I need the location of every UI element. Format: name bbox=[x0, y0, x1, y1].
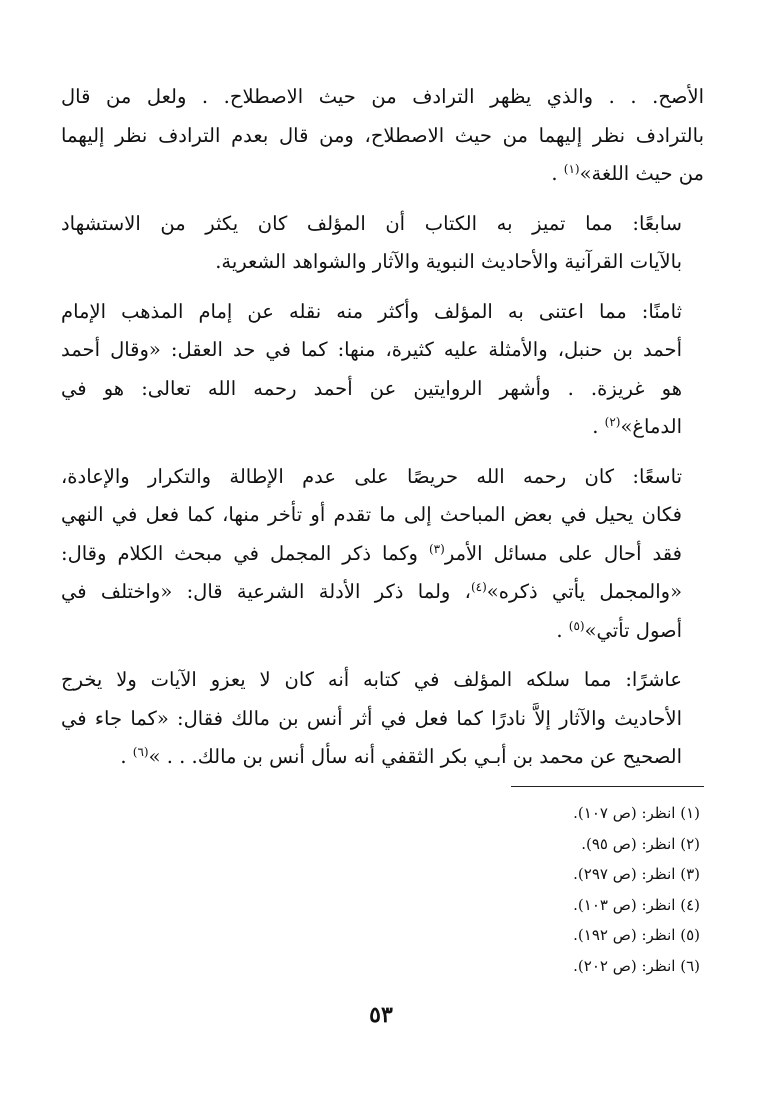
text-line bbox=[61, 573, 704, 612]
text-line: سابعًا: مما تميز به الكتاب أن المؤلف كان يكثر من الاستشهاد bbox=[61, 211, 682, 235]
text-line: الأصح. . . والذي يظهر الترادف من حيث الاصطلاح. . ولعل من قال bbox=[61, 85, 704, 108]
text-fragment: الصحيح عن محمد بن أبـي بكر الثقفي أنه سأل أنس بن مالك. . . » bbox=[148, 745, 682, 768]
text-line: بالترادف نظر إليهما من حيث الاصطلاح، ومن قال بعدم الترادف نظر إليهما bbox=[61, 123, 704, 147]
text-fragment: «والمجمل يأتي ذكره» bbox=[486, 580, 682, 603]
text-line bbox=[61, 612, 704, 651]
paragraph-3 bbox=[61, 293, 704, 447]
footnote-ref: (٢) bbox=[604, 415, 621, 429]
text-line bbox=[61, 535, 704, 574]
text-line: تاسعًا: كان رحمه الله حريصًا على عدم الإطالة والتكرار والإعادة، bbox=[61, 464, 682, 488]
main-text bbox=[61, 78, 704, 788]
paragraph-5 bbox=[61, 661, 704, 777]
footnote: (٥) انظر: (ص ١٩٢). bbox=[573, 926, 700, 944]
text-fragment: . bbox=[592, 415, 599, 438]
text-fragment: . bbox=[556, 618, 563, 642]
paragraph-4 bbox=[61, 458, 704, 651]
text-fragment: وكما ذكر المجمل في مبحث الكلام وقال: bbox=[61, 541, 418, 565]
footnotes bbox=[400, 798, 700, 981]
text-line: عاشرًا: مما سلكه المؤلف في كتابه أنه كان لا يعزو الآيات ولا يخرج bbox=[61, 668, 682, 691]
text-fragment: أصول تأتي» bbox=[584, 618, 682, 642]
footnote-ref: (٣) bbox=[428, 541, 445, 556]
text-fragment: من حيث اللغة» bbox=[579, 162, 704, 185]
text-fragment: ، ولما ذكر الأدلة الشرعية قال: «واختلف في bbox=[61, 580, 471, 603]
text-line: ثامنًا: مما اعتنى به المؤلف وأكثر منه نقله عن إمام المذهب الإمام bbox=[61, 299, 682, 323]
text-fragment: . bbox=[120, 745, 127, 768]
text-line: بالآيات القرآنية والأحاديث النبوية والآثار والشواهد الشعرية. bbox=[215, 250, 682, 273]
footnote-ref: (٤) bbox=[470, 580, 487, 594]
footnote-ref: (٥) bbox=[568, 618, 585, 633]
footnote: (٣) انظر: (ص ٢٩٧). bbox=[573, 865, 700, 883]
text-line: أحمد بن حنبل، والأمثلة عليه كثيرة، منها: كما في حد العقل: «وقال أحمد bbox=[61, 338, 682, 361]
text-line: الأحاديث والآثار إلاَّ نادرًا كما فعل في أثر أنس بن مالك فقال: «كما جاء في bbox=[61, 706, 682, 730]
footnote: (٢) انظر: (ص ٩٥). bbox=[581, 834, 700, 853]
footnote-ref: (١) bbox=[563, 162, 580, 176]
page-number: ٥٣ bbox=[369, 1002, 393, 1028]
paragraph-1 bbox=[61, 78, 704, 194]
text-fragment: الدماغ» bbox=[620, 415, 682, 438]
text-line bbox=[61, 155, 704, 194]
footnote-ref: (٦) bbox=[132, 745, 149, 759]
footnote: (٦) انظر: (ص ٢٠٢). bbox=[573, 956, 700, 975]
text-line: فكان يحيل في بعض المباحث إلى ما تقدم أو تأخر منها، كما فعل في النهي bbox=[61, 503, 682, 526]
text-line bbox=[61, 738, 704, 777]
text-line bbox=[61, 408, 704, 447]
text-fragment: فقد أحال على مسائل الأمر bbox=[444, 541, 682, 565]
footnote: (١) انظر: (ص ١٠٧). bbox=[573, 804, 700, 822]
paragraph-2 bbox=[61, 205, 704, 282]
footnote-divider bbox=[511, 786, 704, 787]
text-line: هو غريزة. . وأشهر الروايتين عن أحمد رحمه الله تعالى: هو في bbox=[61, 376, 682, 400]
text-fragment: . bbox=[551, 162, 558, 185]
footnote: (٤) انظر: (ص ١٠٣). bbox=[573, 895, 700, 914]
